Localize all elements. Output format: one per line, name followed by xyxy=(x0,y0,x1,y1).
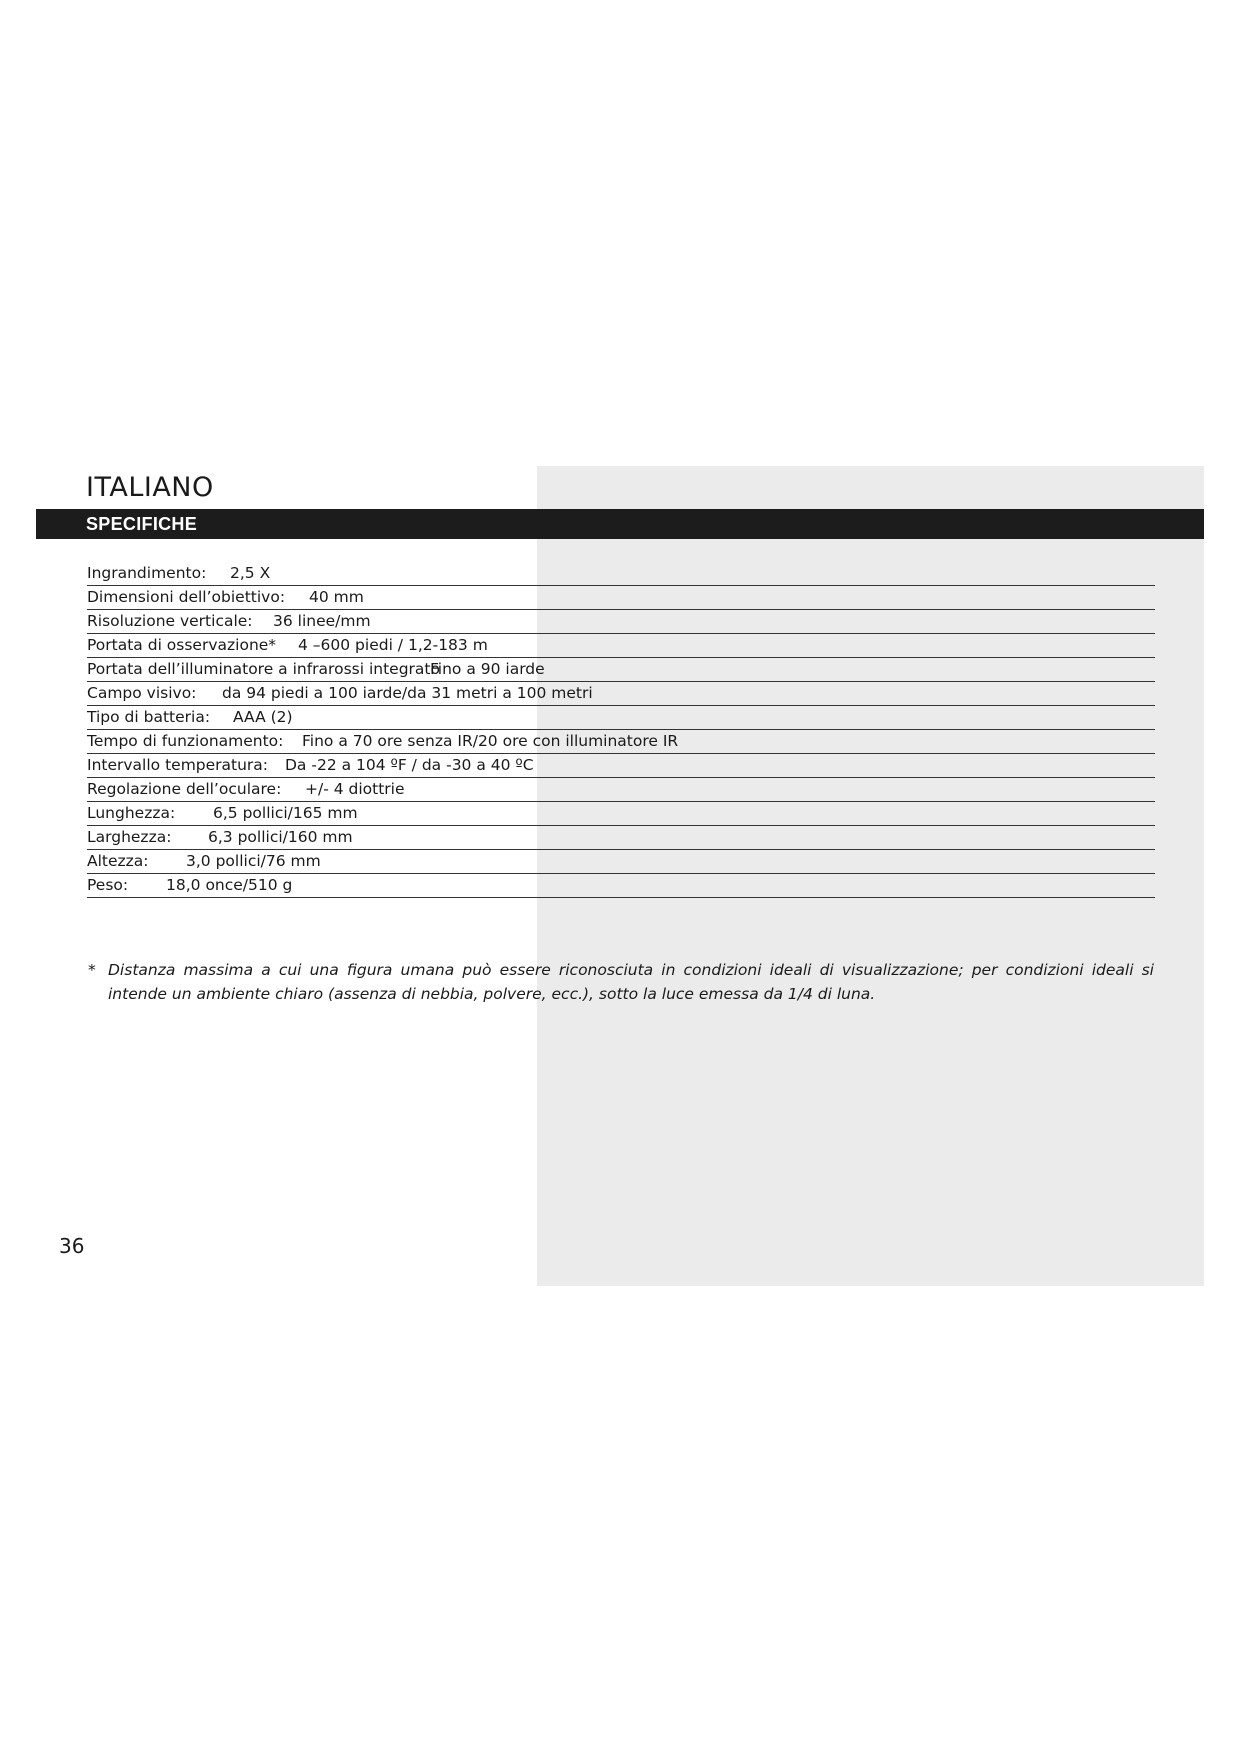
spec-value: da 94 piedi a 100 iarde/da 31 metri a 100 metri xyxy=(222,684,593,702)
spec-value: 6,3 pollici/160 mm xyxy=(208,828,353,846)
spec-label: Peso: xyxy=(87,876,129,894)
spec-value: 6,5 pollici/165 mm xyxy=(213,804,358,822)
spec-row-eyepiece xyxy=(87,778,1155,802)
spec-row-length xyxy=(87,802,1155,826)
spec-value: 3,0 pollici/76 mm xyxy=(186,852,321,870)
spec-label: Ingrandimento: xyxy=(87,564,207,582)
spec-value: Fino a 70 ore senza IR/20 ore con illuminatore IR xyxy=(302,732,679,750)
footnote xyxy=(88,958,1154,1006)
spec-value: 40 mm xyxy=(309,588,364,606)
spec-value: 4 –600 piedi / 1,2-183 m xyxy=(298,636,488,654)
spec-label: Risoluzione verticale: xyxy=(87,612,253,630)
spec-value: Da -22 a 104 ºF / da -30 a 40 ºC xyxy=(285,756,534,774)
spec-value: 2,5 X xyxy=(230,564,271,582)
page-number: 36 xyxy=(59,1234,85,1258)
language-heading: ITALIANO xyxy=(86,472,214,503)
spec-label: Lunghezza: xyxy=(87,804,176,822)
spec-list xyxy=(87,562,1155,898)
spec-label: Altezza: xyxy=(87,852,149,870)
spec-row-battery xyxy=(87,706,1155,730)
spec-value: +/- 4 diottrie xyxy=(305,780,405,798)
footnote-text: Distanza massima a cui una figura umana può essere riconosciuta in condizioni ideali di visualizzazione; per condizioni ideali si intende un ambiente chiaro (assenza di nebbia, polvere, ecc.), sotto la luce emessa da 1/4 di luna. xyxy=(108,961,1154,1003)
footnote-mark: * xyxy=(88,961,96,979)
section-title: SPECIFICHE xyxy=(86,514,198,534)
spec-label: Portata dell’illuminatore a infrarossi integrato xyxy=(87,660,440,678)
spec-value: AAA (2) xyxy=(233,708,293,726)
spec-label: Tempo di funzionamento: xyxy=(87,732,284,750)
spec-row-height xyxy=(87,850,1155,874)
spec-label: Regolazione dell’oculare: xyxy=(87,780,282,798)
spec-value: Fino a 90 iarde xyxy=(430,660,545,678)
section-header-bar xyxy=(36,509,1204,539)
spec-value: 18,0 once/510 g xyxy=(166,876,293,894)
spec-label: Portata di osservazione* xyxy=(87,636,277,654)
spec-row-resolution xyxy=(87,610,1155,634)
spec-value: 36 linee/mm xyxy=(273,612,371,630)
spec-label: Larghezza: xyxy=(87,828,172,846)
spec-row-observation-range xyxy=(87,634,1155,658)
spec-row-temperature xyxy=(87,754,1155,778)
spec-row-width xyxy=(87,826,1155,850)
spec-label: Campo visivo: xyxy=(87,684,197,702)
spec-row-magnification xyxy=(87,562,1155,586)
spec-row-weight xyxy=(87,874,1155,898)
spec-row-objective xyxy=(87,586,1155,610)
spec-row-operating-time xyxy=(87,730,1155,754)
spec-label: Tipo di batteria: xyxy=(87,708,211,726)
spec-label: Intervallo temperatura: xyxy=(87,756,269,774)
spec-row-ir-range xyxy=(87,658,1155,682)
spec-label: Dimensioni dell’obiettivo: xyxy=(87,588,286,606)
spec-row-field-of-view xyxy=(87,682,1155,706)
